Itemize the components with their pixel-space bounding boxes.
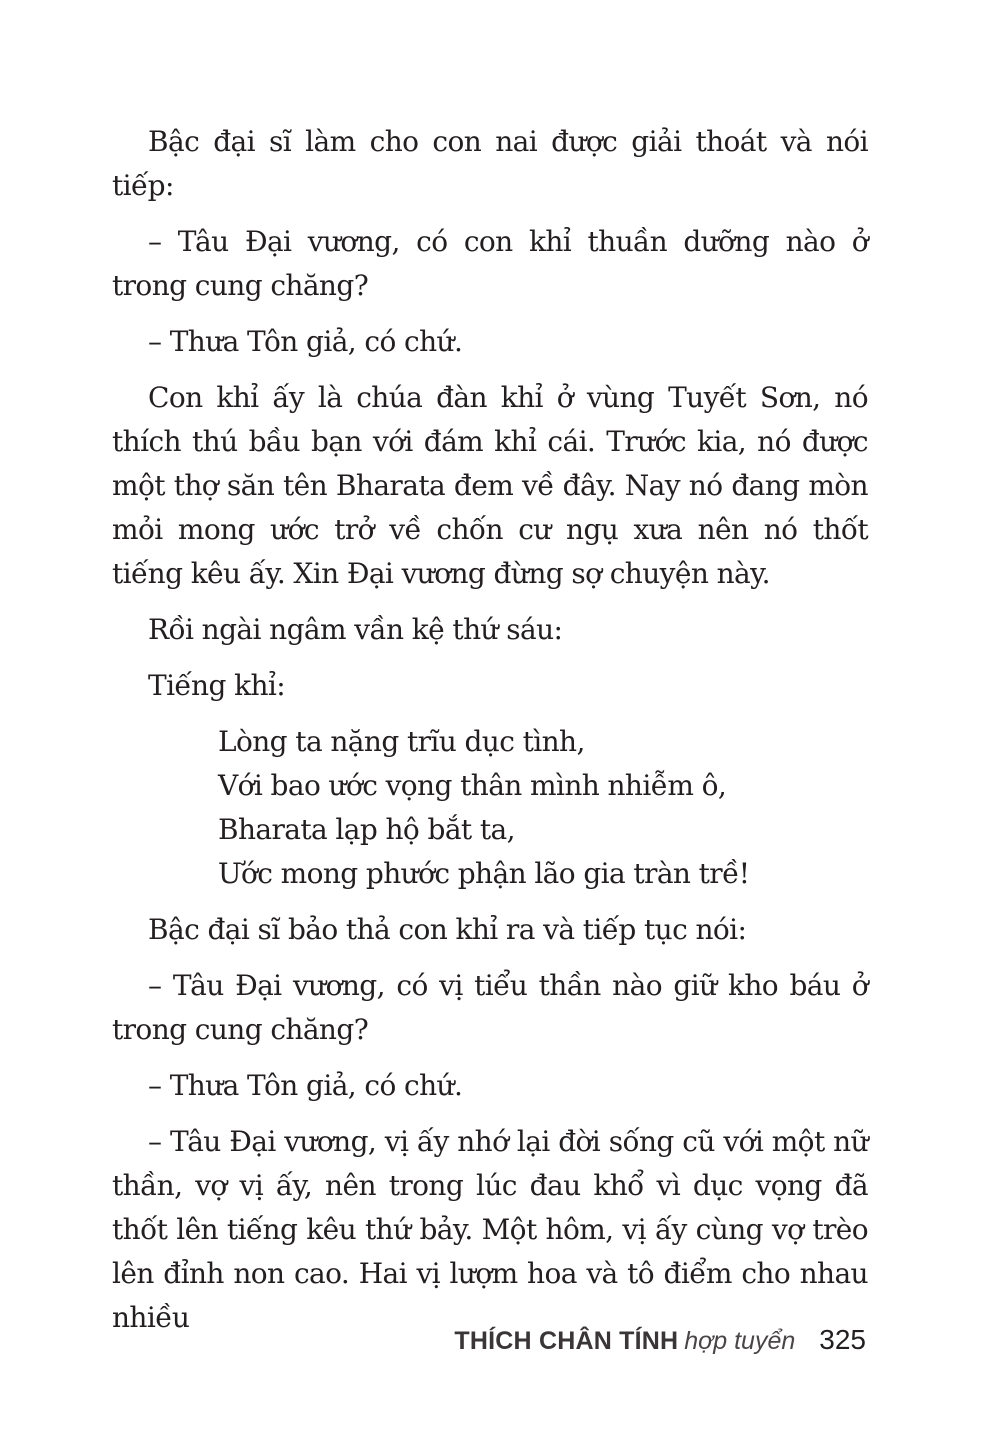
verse-line-1: Lòng ta nặng trĩu dục tình,: [218, 725, 585, 758]
verse-block: [218, 720, 868, 896]
page-number: 325: [819, 1324, 866, 1355]
page-footer: [454, 1324, 866, 1356]
page-body: [112, 120, 868, 1352]
paragraph-4: Con khỉ ấy là chúa đàn khỉ ở vùng Tuyết Sơn, nó thích thú bầu bạn với đám khỉ cái. Trước kia, nó được một thợ săn tên Bharata đem về đây. Nay nó đang mòn mỏi mong ước trở về chốn cư ngụ xưa nên nó thốt tiếng kêu ấy. Xin Đại vương đừng sợ chuyện này.: [112, 381, 868, 590]
verse-line-4: Ước mong phước phận lão gia tràn trề!: [218, 857, 750, 890]
paragraph-6: Tiếng khỉ:: [148, 669, 286, 702]
paragraph-5: Rồi ngài ngâm vần kệ thứ sáu:: [148, 613, 563, 646]
paragraph-3: – Thưa Tôn giả, có chứ.: [148, 325, 463, 358]
paragraph-8: – Tâu Đại vương, có vị tiểu thần nào giữ kho báu ở trong cung chăng?: [112, 969, 868, 1046]
paragraph-1: Bậc đại sĩ làm cho con nai được giải thoát và nói tiếp:: [112, 125, 868, 202]
verse-line-3: Bharata lạp hộ bắt ta,: [218, 813, 515, 846]
verse-line-2: Với bao ước vọng thân mình nhiễm ô,: [218, 769, 727, 802]
paragraph-10: – Tâu Đại vương, vị ấy nhớ lại đời sống cũ với một nữ thần, vợ vị ấy, nên trong lúc đau khổ vì dục vọng đã thốt lên tiếng kêu thứ bảy. Một hôm, vị ấy cùng vợ trèo lên đỉnh non cao. Hai vị lượm hoa và tô điểm cho nhau nhiều: [112, 1125, 868, 1334]
paragraph-2: – Tâu Đại vương, có con khỉ thuần dưỡng nào ở trong cung chăng?: [112, 225, 868, 302]
footer-author: THÍCH CHÂN TÍNH: [454, 1327, 679, 1355]
footer-subtitle: hợp tuyển: [684, 1327, 796, 1355]
paragraph-7: Bậc đại sĩ bảo thả con khỉ ra và tiếp tục nói:: [148, 913, 747, 946]
paragraph-9: – Thưa Tôn giả, có chứ.: [148, 1069, 463, 1102]
